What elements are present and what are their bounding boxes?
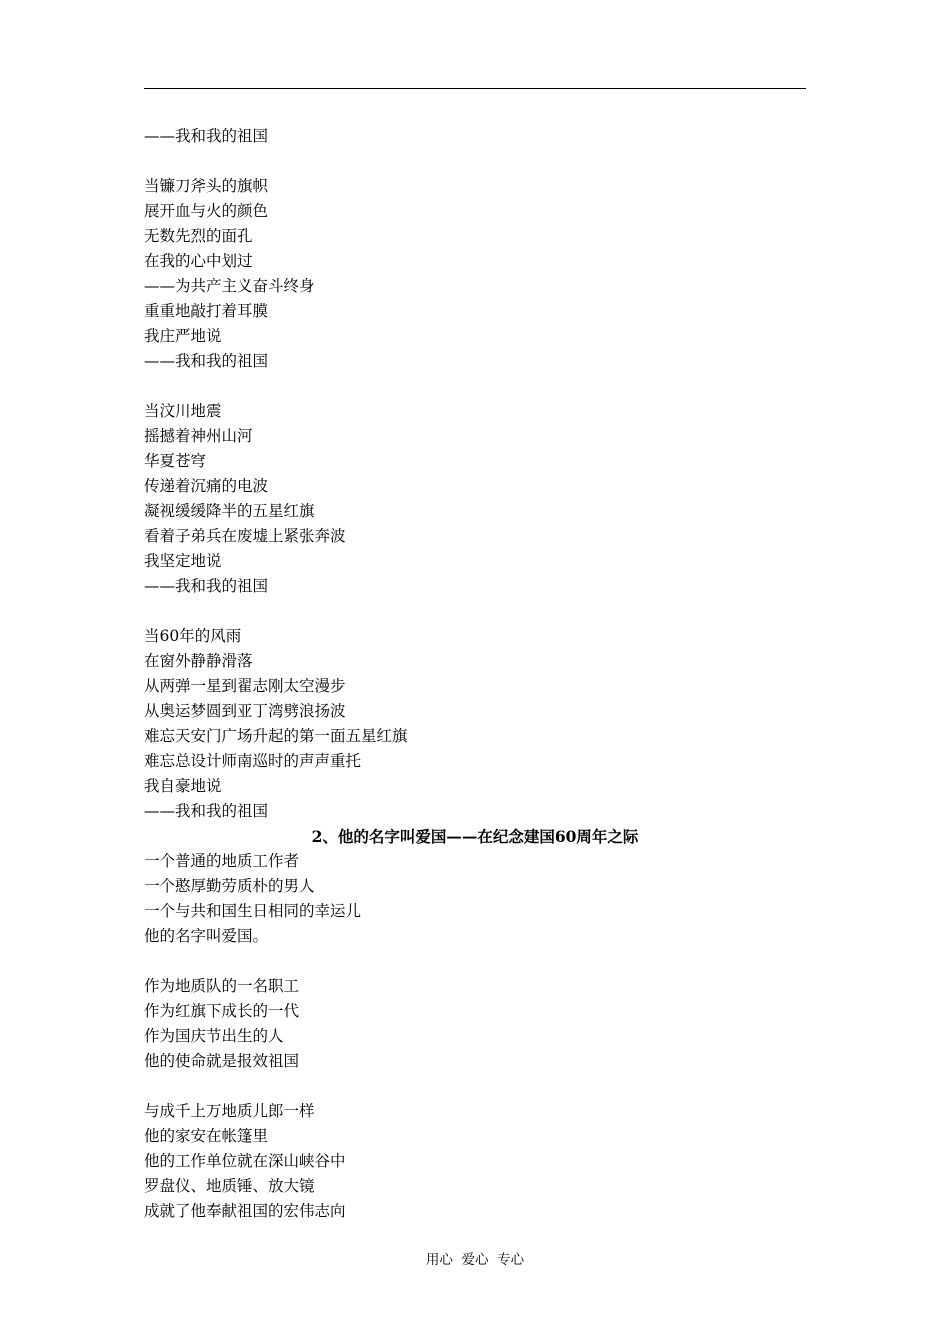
stanza-gap xyxy=(144,1074,806,1099)
poem-line: 他的工作单位就在深山峡谷中 xyxy=(144,1152,346,1170)
poem-line: 展开血与火的颜色 xyxy=(144,202,269,220)
poem-line: 他的使命就是报效祖国 xyxy=(144,1052,300,1070)
poem-line: 当汶川地震 xyxy=(144,402,222,420)
poem-line: 一个与共和国生日相同的幸运儿 xyxy=(144,902,362,920)
stanza-gap xyxy=(144,374,806,399)
poem-line: 难忘总设计师南巡时的声声重托 xyxy=(144,752,362,770)
stanza-gap xyxy=(144,149,806,174)
poem-line: ——我和我的祖国 xyxy=(144,802,269,820)
poem-line: 他的家安在帐篷里 xyxy=(144,1127,269,1145)
poem-line: ——我和我的祖国 xyxy=(144,127,269,145)
poem-line: 华夏苍穹 xyxy=(144,452,207,470)
poem-line: 罗盘仪、地质锤、放大镜 xyxy=(144,1177,315,1195)
poem-line: 我庄严地说 xyxy=(144,327,222,345)
poem-line: 看着子弟兵在废墟上紧张奔波 xyxy=(144,527,346,545)
poem-line: 传递着沉痛的电波 xyxy=(144,477,269,495)
poem-body xyxy=(144,124,806,1224)
poem-line: 凝视缓缓降半的五星红旗 xyxy=(144,502,315,520)
poem-line: 作为红旗下成长的一代 xyxy=(144,1002,300,1020)
poem-line: 摇撼着神州山河 xyxy=(144,427,253,445)
poem-line: 在我的心中划过 xyxy=(144,252,253,270)
poem-line: 当镰刀斧头的旗帜 xyxy=(144,177,269,195)
poem-line: 从两弹一星到翟志刚太空漫步 xyxy=(144,677,346,695)
poem-line: ——我和我的祖国 xyxy=(144,577,269,595)
poem-line: 作为国庆节出生的人 xyxy=(144,1027,284,1045)
poem-line: ——为共产主义奋斗终身 xyxy=(144,277,315,295)
stanza-gap xyxy=(144,599,806,624)
poem-line: 我坚定地说 xyxy=(144,552,222,570)
header-rule xyxy=(144,88,806,89)
stanza-gap xyxy=(144,949,806,974)
poem-line: 我自豪地说 xyxy=(144,777,222,795)
poem-line: 成就了他奉献祖国的宏伟志向 xyxy=(144,1202,346,1220)
poem-line: 他的名字叫爱国。 xyxy=(144,927,269,945)
section-heading: 2、他的名字叫爱国——在纪念建国60周年之际 xyxy=(311,827,639,846)
poem-line: 一个普通的地质工作者 xyxy=(144,852,300,870)
poem-line: 一个憨厚勤劳质朴的男人 xyxy=(144,877,315,895)
poem-line: 在窗外静静滑落 xyxy=(144,652,253,670)
poem-line: 重重地敲打着耳膜 xyxy=(144,302,269,320)
poem-line: 难忘天安门广场升起的第一面五星红旗 xyxy=(144,727,408,745)
page-footer: 用心 爱心 专心 xyxy=(425,1252,525,1268)
poem-line: 作为地质队的一名职工 xyxy=(144,977,300,995)
poem-line: 当60年的风雨 xyxy=(144,627,242,645)
poem-line: 无数先烈的面孔 xyxy=(144,227,253,245)
poem-line: ——我和我的祖国 xyxy=(144,352,269,370)
poem-line: 与成千上万地质儿郎一样 xyxy=(144,1102,315,1120)
poem-line: 从奥运梦圆到亚丁湾劈浪扬波 xyxy=(144,702,346,720)
